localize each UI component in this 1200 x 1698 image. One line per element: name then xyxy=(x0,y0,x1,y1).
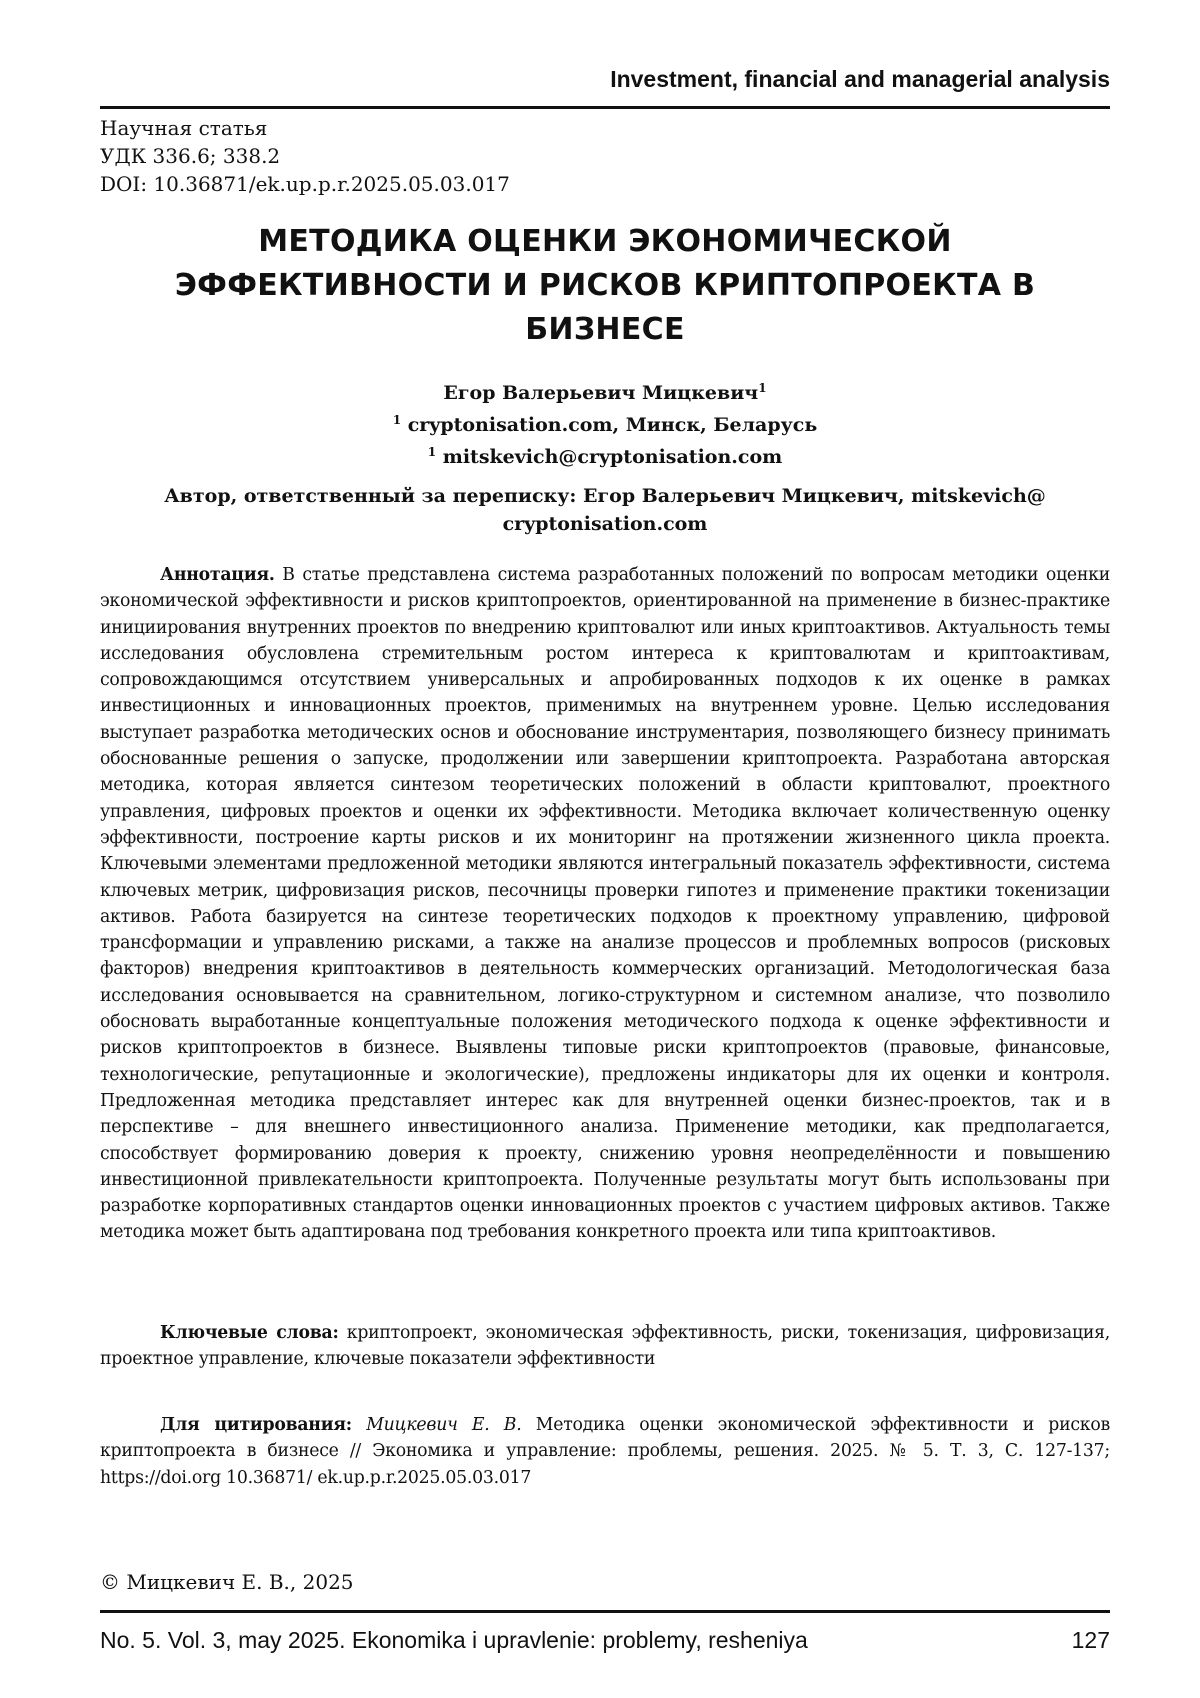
abstract-label: Аннотация. xyxy=(160,565,275,585)
affiliation-mark: 1 xyxy=(758,381,767,395)
page-number: 127 xyxy=(1071,1627,1110,1653)
affiliation-line xyxy=(100,407,1110,439)
correspondence xyxy=(100,482,1110,538)
doi: DOI: 10.36871/ek.up.p.r.2025.05.03.017 xyxy=(100,172,510,196)
title-line: ЭФФЕКТИВНОСТИ И РИСКОВ КРИПТОПРОЕКТА В xyxy=(174,268,1036,303)
author-email: mitskevich@cryptonisation.com xyxy=(442,446,783,468)
correspondence-line: Автор, ответственный за переписку: Егор Валерьевич Мицкевич, mitskevich@ xyxy=(164,485,1046,507)
running-footer xyxy=(100,1610,1110,1663)
abstract xyxy=(100,562,1110,1246)
citation-text: Методика оценки экономической эффективности и рисков криптопроекта в бизнесе // Экономика и управление: проблемы, решения. 2025. № 5. Т. 3, С. 127-137; https://doi.org 10.36871/ ek.up.p.r.2025.05.03.017 xyxy=(100,1415,1110,1488)
article-title xyxy=(100,220,1110,352)
citation xyxy=(100,1412,1110,1491)
section-title: Investment, financial and managerial analysis xyxy=(610,66,1110,92)
article-type: Научная статья xyxy=(100,116,268,140)
author-line xyxy=(100,375,1110,407)
citation-author: Мицкевич Е. В. xyxy=(366,1415,522,1435)
affiliation-mark: 1 xyxy=(392,413,402,427)
keywords-text: криптопроект, экономическая эффективность, риски, токенизация, цифровизация, проектное управление, ключевые показатели эффективности xyxy=(100,1323,1110,1370)
article-meta xyxy=(100,114,510,198)
title-line: БИЗНЕСЕ xyxy=(525,312,685,347)
keywords xyxy=(100,1320,1110,1373)
abstract-text: В статье представлена система разработанных положений по вопросам методики оценки экономической эффективности и рисков криптопроектов, ориентированной на применение в бизнес-практике инициирования внутренних проектов по внедрению криптовалют или иных криптоактивов. Актуальность темы исследования обусловлена стремительным ростом интереса к криптовалютам и криптоактивам, сопровождающимся отсутствием универсальных и апробированных подходов к их оценке в рамках инвестиционных и инновационных проектов, применимых на внутреннем уровне. Целью исследования выступает разработка методических основ и обоснование инструментария, позволяющего бизнесу принимать обоснованные решения о запуске, продолжении или завершении криптопроекта. Разработана авторская методика, которая является синтезом теоретических положений в области криптовалют, проектного управления, цифровых проектов и оценки их эффективности. Методика включает количественную оценку эффективности, построение карты рисков и их мониторинг на протяжении жизненного цикла проекта. Ключевыми элементами предложенной методики являются интегральный показатель эффективности, система ключевых метрик, цифровизация рисков, песочницы проверки гипотез и применение практики токенизации активов. Работа базируется на синтезе теоретических подходов к проектному управлению, цифровой трансформации и управлению рисками, а также на анализе процессов и проблемных вопросов (рисковых факторов) внедрения криптоактивов в деятельность коммерческих организаций. Методологическая база исследования основывается на сравнительном, логико-структурном и системном анализе, что позволило обосновать выработанные концептуальные положения методического подхода к оценке эффективности и рисков криптопроектов в бизнесе. Выявлены типовые риски криптопроектов (правовые, финансовые, технологические, репутационные и экологические), предложены индикаторы для их оценки и контроля. Предложенная методика представляет интерес как для внутренней оценки бизнес-проектов, так и в перспективе – для внешнего инвестиционного анализа. Применение методики, как предполагается, способствует формированию доверия к проекту, снижению уровня неопределённости и повышению инвестиционной привлекательности криптопроекта. Полученные результаты могут быть использованы при разработке корпоративных стандартов оценки инновационных проектов с участием цифровых активов. Также методика может быть адаптирована под требования конкретного проекта или типа криптоактивов. xyxy=(100,565,1110,1243)
author-name: Егор Валерьевич Мицкевич xyxy=(443,382,759,404)
email-line xyxy=(100,439,1110,471)
affiliation-mark: 1 xyxy=(427,445,437,459)
correspondence-line: cryptonisation.com xyxy=(502,513,708,535)
keywords-label: Ключевые слова: xyxy=(160,1323,339,1343)
affiliation: cryptonisation.com, Минск, Беларусь xyxy=(407,414,818,436)
copyright: © Мицкевич Е. В., 2025 xyxy=(100,1570,354,1594)
author-block xyxy=(100,375,1110,471)
journal-info: No. 5. Vol. 3, may 2025. Ekonomika i upravlenie: problemy, resheniya xyxy=(100,1627,808,1653)
udk-code: УДК 336.6; 338.2 xyxy=(100,144,281,168)
running-header xyxy=(100,62,1110,109)
citation-label: Для цитирования: xyxy=(160,1415,352,1435)
title-line: МЕТОДИКА ОЦЕНКИ ЭКОНОМИЧЕСКОЙ xyxy=(258,224,952,259)
